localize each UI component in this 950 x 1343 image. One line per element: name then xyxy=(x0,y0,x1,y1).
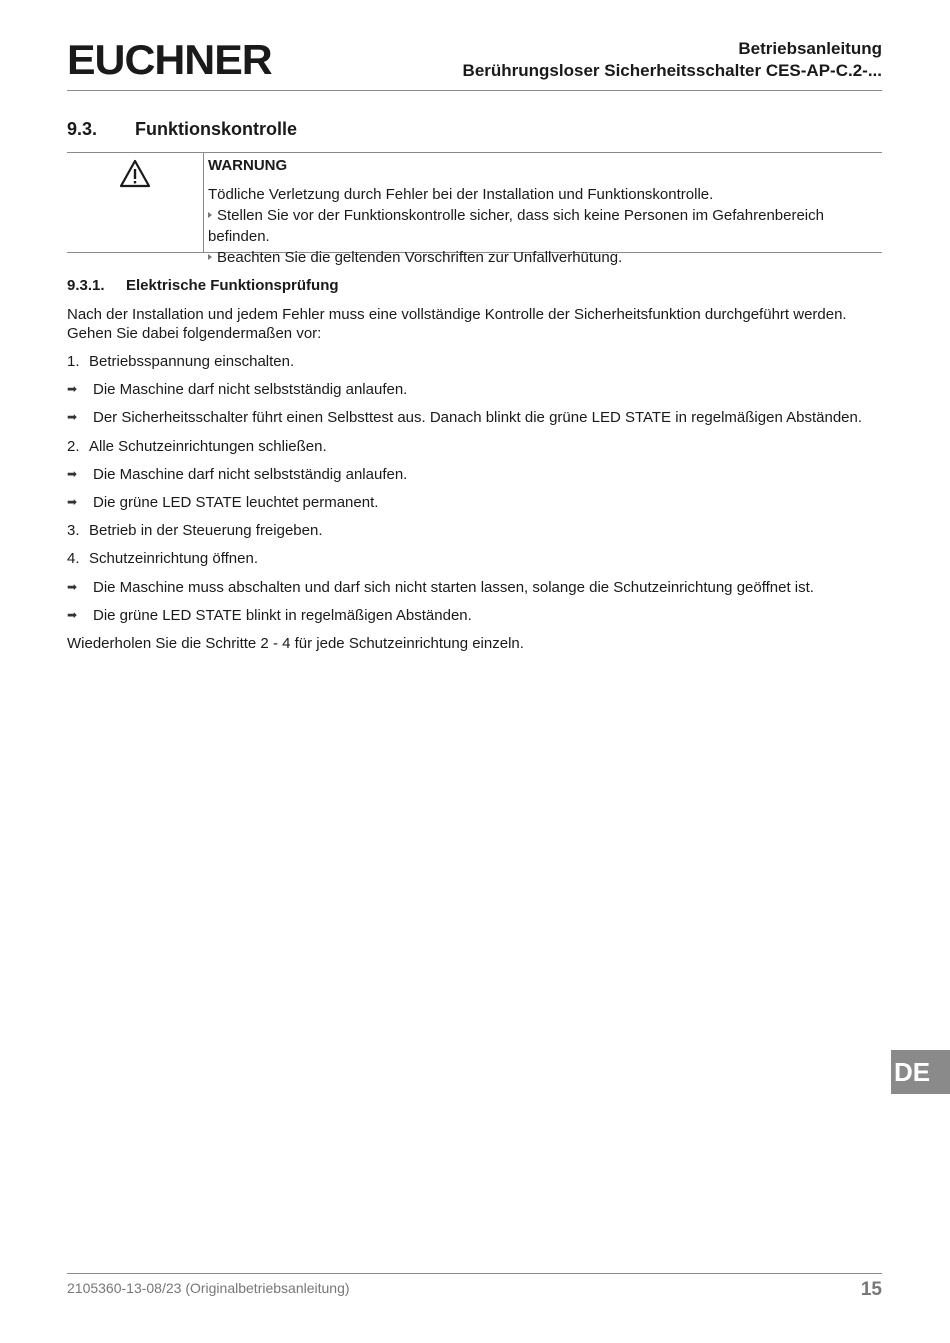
language-tab: DE xyxy=(891,1050,950,1094)
step-item xyxy=(67,351,882,379)
warning-bullet-text: Beachten Sie die geltenden Vorschriften zur Unfallverhütung. xyxy=(217,249,623,266)
section-number: 9.3. xyxy=(67,119,98,139)
step-number: 1. xyxy=(67,353,80,370)
doc-type: Betriebsanleitung xyxy=(738,39,882,58)
arrow-right-icon: ➡ xyxy=(67,607,78,622)
footer-divider xyxy=(67,1273,882,1274)
step-text: Die grüne LED STATE blinkt in regelmäßigen Abständen. xyxy=(93,606,472,624)
step-number: 2. xyxy=(67,437,80,455)
euchner-logo: EUCHNER xyxy=(67,36,272,83)
subsection-heading xyxy=(67,277,339,294)
step-number: 4. xyxy=(67,550,80,568)
step-text: Betrieb in der Steuerung freigeben. xyxy=(89,522,323,540)
warning-text: Tödliche Verletzung durch Fehler bei der Installation und Funktionskontrolle. xyxy=(208,186,714,203)
subsection-number: 9.3.1. xyxy=(67,277,105,294)
page-number: 15 xyxy=(860,1279,882,1300)
step-item xyxy=(67,436,882,464)
step-text: Betriebsspannung einschalten. xyxy=(89,353,295,370)
step-text: Alle Schutzeinrichtungen schließen. xyxy=(89,437,327,455)
step-text: Die Maschine darf nicht selbstständig anlaufen. xyxy=(93,381,408,399)
result-item xyxy=(67,577,882,605)
step-text: Die Maschine darf nicht selbstständig anlaufen. xyxy=(93,465,408,483)
result-item xyxy=(67,492,882,520)
step-text: Die grüne LED STATE leuchtet permanent. xyxy=(93,493,379,511)
step-number: 3. xyxy=(67,522,80,540)
step-item xyxy=(67,548,882,576)
warning-bullet xyxy=(208,247,882,268)
bullet-triangle-icon xyxy=(208,212,212,218)
arrow-right-icon: ➡ xyxy=(67,494,78,509)
document-header xyxy=(463,38,882,82)
header-divider xyxy=(67,90,882,91)
result-item xyxy=(67,605,882,633)
result-item xyxy=(67,407,882,435)
subsection-title: Elektrische Funktionsprüfung xyxy=(126,277,339,294)
outro-paragraph: Wiederholen Sie die Schritte 2 - 4 für jede Schutzeinrichtung einzeln. xyxy=(67,634,524,652)
warning-title: WARNUNG xyxy=(208,157,288,174)
step-item xyxy=(67,520,882,548)
procedure-steps xyxy=(67,351,882,654)
warning-icon-cell xyxy=(67,153,204,252)
section-title: Funktionskontrolle xyxy=(135,119,297,139)
bullet-triangle-icon xyxy=(208,254,212,260)
result-item xyxy=(67,464,882,492)
arrow-right-icon: ➡ xyxy=(67,382,78,397)
result-item xyxy=(67,379,882,407)
warning-bullet xyxy=(208,205,882,247)
intro-paragraph: Nach der Installation und jedem Fehler muss eine vollständige Kontrolle der Sicherheitsfunktion durchgeführt werden. Gehen Sie dabei folgendermaßen vor: xyxy=(67,306,847,342)
doc-title: Berührungsloser Sicherheitsschalter CES-AP-C.2-... xyxy=(462,61,882,80)
step-text: Schutzeinrichtung öffnen. xyxy=(89,550,259,568)
warning-triangle-icon xyxy=(119,159,151,189)
arrow-right-icon: ➡ xyxy=(67,579,78,594)
arrow-right-icon: ➡ xyxy=(67,466,78,481)
arrow-right-icon: ➡ xyxy=(67,410,78,425)
warning-content xyxy=(208,155,882,268)
warning-bullet-text: Stellen Sie vor der Funktionskontrolle sicher, dass sich keine Personen im Gefahrenbereich befinden. xyxy=(208,207,824,245)
document-number: 2105360-13-08/23 (Originalbetriebsanleitung) xyxy=(67,1280,350,1296)
step-text: Die Maschine muss abschalten und darf sich nicht starten lassen, solange die Schutzeinrichtung geöffnet ist. xyxy=(93,578,814,596)
step-text: Der Sicherheitsschalter führt einen Selbsttest aus. Danach blinkt die grüne LED STATE in regelmäßigen Abständen. xyxy=(93,409,863,427)
section-heading xyxy=(67,119,297,140)
warning-box xyxy=(67,152,882,266)
